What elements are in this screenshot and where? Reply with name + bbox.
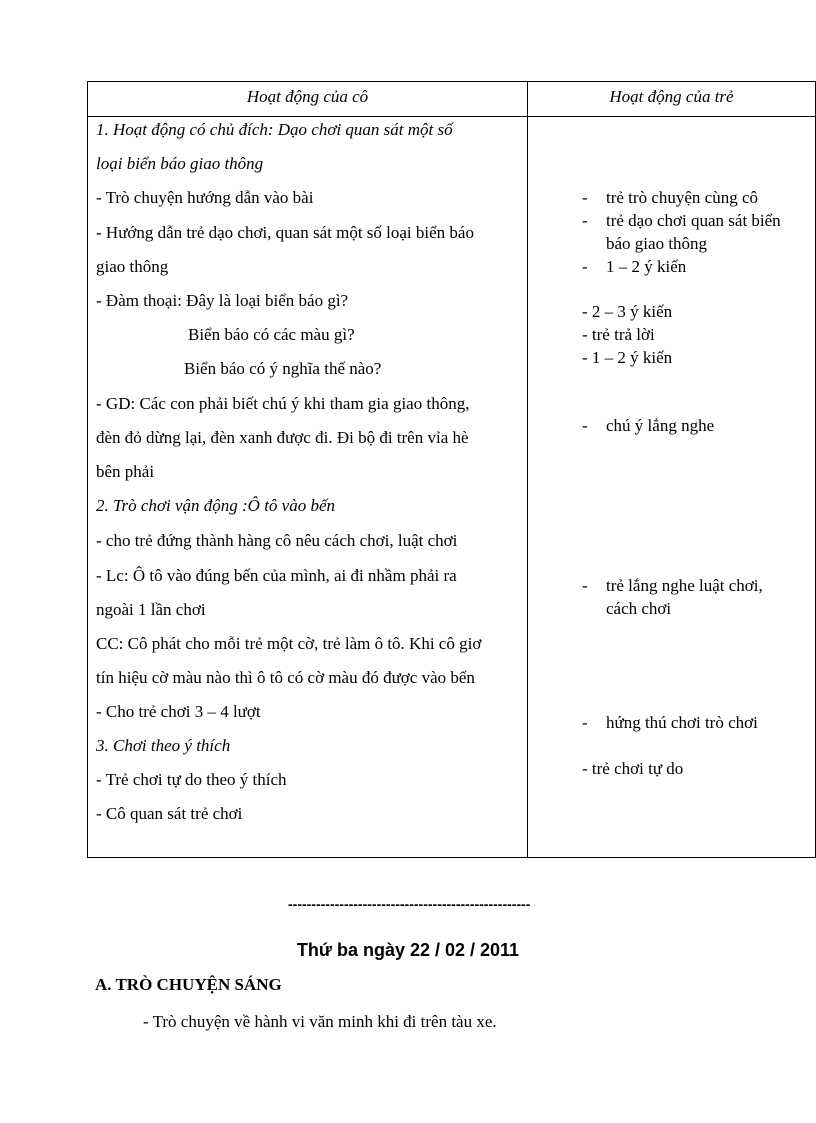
child-line: cách chơi [606, 599, 672, 618]
teacher-line: 2. Trò chơi vận động :Ô tô vào bến [96, 496, 336, 515]
teacher-line: - Lc: Ô tô vào đúng bến của mình, ai đi nhầm phải ra [96, 566, 457, 585]
teacher-line: CC: Cô phát cho mỗi trẻ một cờ, trẻ làm ô tô. Khi cô giơ [96, 634, 482, 653]
section-a-text: - Trò chuyện về hành vi văn minh khi đi trên tàu xe. [143, 1012, 497, 1031]
teacher-line: - Đàm thoại: Đây là loại biển báo gì? [96, 291, 349, 310]
child-line: trẻ dạo chơi quan sát biển [606, 211, 781, 230]
bullet-dash: - [582, 188, 588, 207]
teacher-line: 3. Chơi theo ý thích [96, 736, 231, 755]
teacher-line: - Trò chuyện hướng dẫn vào bài [96, 188, 314, 207]
child-line: chú ý lắng nghe [606, 416, 715, 435]
teacher-line: - Cho trẻ chơi 3 – 4 lượt [96, 702, 261, 721]
child-line: trẻ trò chuyện cùng cô [606, 188, 758, 207]
header-divider [88, 116, 815, 117]
header-teacher-activity: Hoạt động của cô [246, 87, 369, 106]
teacher-line: - Cô quan sát trẻ chơi [96, 804, 243, 823]
child-line: trẻ lắng nghe luật chơi, [606, 576, 763, 595]
bullet-dash: - [582, 576, 588, 595]
child-line: - 1 – 2 ý kiến [582, 348, 673, 367]
child-line: 1 – 2 ý kiến [606, 257, 687, 276]
day-title: Thứ ba ngày 22 / 02 / 2011 [296, 940, 520, 960]
bullet-dash: - [582, 257, 588, 276]
teacher-line: loại biển báo giao thông [96, 154, 264, 173]
bullet-dash: - [582, 211, 588, 230]
teacher-line: - Trẻ chơi tự do theo ý thích [96, 770, 287, 789]
separator-line: ---------------------------------------------------- [288, 896, 531, 912]
teacher-line: Biển báo có ý nghĩa thế nào? [184, 359, 382, 378]
child-line: - trẻ chơi tự do [582, 759, 684, 778]
bullet-dash: - [582, 416, 588, 435]
child-line: hứng thú chơi trò chơi [606, 713, 758, 732]
teacher-line: - GD: Các con phải biết chú ý khi tham gia giao thông, [96, 394, 470, 413]
bullet-dash: - [582, 713, 588, 732]
teacher-line: - cho trẻ đứng thành hàng cô nêu cách chơi, luật chơi [96, 531, 458, 550]
section-a-title: A. TRÒ CHUYỆN SÁNG [95, 975, 282, 994]
teacher-line: bên phải [96, 462, 155, 481]
teacher-line: tín hiệu cờ màu nào thì ô tô có cờ màu đó được vào bến [96, 668, 475, 687]
child-line: - 2 – 3 ý kiến [582, 302, 673, 321]
child-line: - trẻ trả lời [582, 325, 655, 344]
teacher-line: 1. Hoạt động có chủ đích: Dạo chơi quan sát một số [96, 120, 453, 139]
teacher-line: Biển báo có các màu gì? [188, 325, 355, 344]
child-line: báo giao thông [606, 234, 708, 253]
teacher-line: giao thông [96, 257, 169, 276]
header-child-activity: Hoạt động của trẻ [609, 87, 734, 106]
teacher-line: đèn đỏ dừng lại, đèn xanh được đi. Đi bộ đi trên vỉa hè [96, 428, 469, 447]
teacher-line: - Hướng dẫn trẻ dạo chơi, quan sát một số loại biển báo [96, 223, 474, 242]
column-divider [527, 82, 528, 857]
teacher-line: ngoài 1 lần chơi [96, 600, 206, 619]
activity-table [87, 81, 816, 858]
